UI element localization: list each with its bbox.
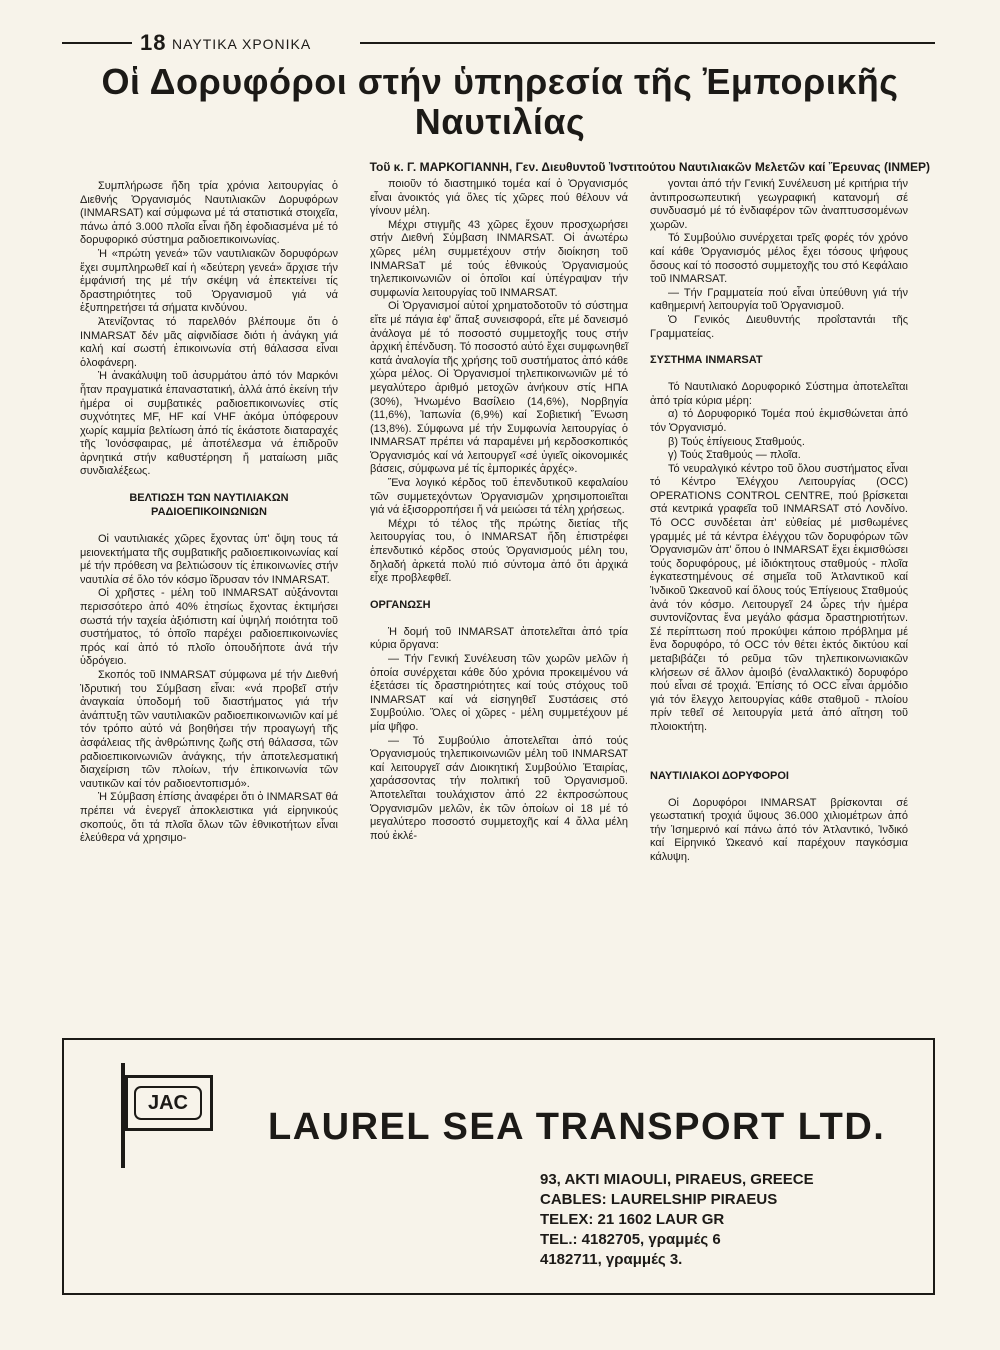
paragraph: Ὁ Γενικός Διευθυντής προΐσταντάι τῆς Γραμματείας. xyxy=(650,313,908,340)
section-heading: ΟΡΓΑΝΩΣΗ xyxy=(370,598,431,611)
article-title-line-2: Ναυτιλίας xyxy=(414,101,586,142)
advertiser-contact-block xyxy=(540,1170,814,1270)
advertiser-telex: TELEX: 21 1602 LAUR GR xyxy=(540,1211,725,1228)
section-heading: ΒΕΛΤΙΩΣΗ ΤΩΝ ΝΑΥΤΙΛΙΑΚΩΝ ΡΑΔΙΟΕΠΙΚΟΙΝΩΝΙΩΝ xyxy=(129,492,289,519)
paragraph: Μέχρι τό τέλος τῆς πρώτης διετίας τῆς λειτουργίας του, ὁ INMARSAT ἤδη ἐπιστρέφει ἐπενδυτικό κέρδος στούς Ὀργανισμούς μέλη του, δηλαδή ἀρκετά πολύ πιό σύντομα ἀπό ὅτι ἀρχικά εἶχε προβλεφθεῖ. xyxy=(370,517,628,585)
paragraph: β) Τούς ἐπίγειους Σταθμούς. xyxy=(668,435,805,448)
paragraph: — Τήν Γραμματεία πού εἶναι ὑπεύθυνη γιά τήν καθημερινή λειτουργία τοῦ Ὀργανισμοῦ. xyxy=(650,286,908,313)
company-flag-logo xyxy=(125,1075,213,1131)
paragraph: α) τό Δορυφορικό Τομέα πού ἐκμισθώνεται ἀπό τόν Ὀργανισμό. xyxy=(650,408,908,434)
paragraph: — Τήν Γενική Συνέλευση τῶν χωρῶν μελῶν ἡ ὁποία συνέρχεται κάθε δύο χρόνια προκειμένου νά ἐξετάσει τίς δραστηριότητες καί τούς στόχους τοῦ INMARSAT καί νά εἰσηγηθεῖ Συστάσεις στό Συμβούλιο. Ὅλες οἱ χῶρες - μέλη συμμετέχουν μέ μία ψῆφο. xyxy=(370,653,628,733)
paragraph: γονται ἀπό τήν Γενική Συνέλευση μέ κριτήρια τήν ἀντιπροσωπευτική γεωγραφική κατανομή σέ συνδυασμό μέ τό ἐνδιαφέρον τῶν ἀναπτυσσομένων χωρῶν. xyxy=(650,178,908,231)
article-column-3 xyxy=(650,178,908,865)
paragraph: Οἱ Ὀργανισμοί αὐτοί χρηματοδοτοῦν τό σύστημα εἴτε μέ πάγια ἐφ' ἅπαξ συνεισφορά, εἴτε μέ δανεισμό ἀνάλογα μέ τό ποσοστό συμμετοχῆς τους στήν ἀρχική ἐπένδυση. Τό ποσοστό αὐτό ἔχει συμφωνηθεῖ κατά ἀναλογία τῆς χρήσης τοῦ συστήματος ἀπό κάθε χώρα μέλος. Οἱ Ὀργανισμοί τηλεπικοινωνιῶν μέ τό μεγαλύτερο ἀριθμό μετοχῶν ἀνήκουν στίς ΗΠΑ (30%), Ἡνωμένο Βασίλειο (14,6%), Νορβηγία (11,6%), Ἰαπωνία (6,9%) καί Σοβιετική Ἕνωση (13,8%). Σύμφωνα μέ τήν Συμφωνία λειτουργίας ὁ INMARSAT πρέπει νά παραμένει μή κερδοσκοπικός Ὀργανισμός καί νά λειτουργεῖ «σέ ὑγιεῖς οἰκονομικές βάσεις, σύμφωνα μέ τίς ἐμπορικές ἀρχές». xyxy=(370,300,628,476)
paragraph: Οἱ χρῆστες - μέλη τοῦ INMARSAT αὐξάνονται περισσότερο ἀπό 40% ἐτησίως ἔχοντας ἐκτιμήσει σωστά τήν ταχεία ἀξιόπιστη καί ὑψηλή ποιότητα τοῦ συστήματος, τό ὁποῖο παρέχει ραδιοεπικοινωνίες πρός καί ἀπό τό πλοῖο ὁπουδήποτε ἀνά τήν ὑδρόγειο. xyxy=(80,587,338,668)
page-number: 18 xyxy=(140,30,167,55)
advertiser-telephone-2: 4182711, γραμμές 3. xyxy=(540,1251,683,1268)
paragraph: Ἡ «πρώτη γενεά» τῶν ναυτιλιακῶν δορυφόρων ἔχει συμπληρωθεῖ καί ἡ «δεύτερη γενεά» ἄρχισε τήν ἐμφάνισή της μέ τήν σκέψη νά ἐπεκτείνει τίς δραστηριότητες τοῦ Ὀργανισμοῦ γιά νά ἐξυπηρετήσει τά σήματα κινδύνου. xyxy=(80,247,338,315)
paragraph: Ἀτενίζοντας τό παρελθόν βλέπουμε ὅτι ὁ INMARSAT δέν μᾶς αἰφνιδίασε διότι ἡ ἀνάγκη γιά καλή καί σωστή ἐπικοινωνία στή θάλασσα εἶναι ὁλοφάνερη. xyxy=(80,315,338,369)
article-title-line-1: Οἱ Δορυφόροι στήν ὑπηρεσία τῆς Ἐμπορικῆς xyxy=(101,61,899,102)
article-title xyxy=(60,62,940,142)
article-column-2 xyxy=(370,178,628,843)
header-rule-right xyxy=(360,42,935,44)
paragraph: Οἱ ναυτιλιακές χῶρες ἔχοντας ὑπ' ὄψη τους τά μειονεκτήματα τῆς συμβατικῆς ραδιοεπικοινωνίας καί μέ τήν πρόθεση να βελτιώσουν τίς ἐπικοινωνίες στήν ναυτιλία σέ ὅλο τόν κόσμο ἵδρυσαν τόν INMARSAT. xyxy=(80,533,338,586)
advertiser-address: 93, AKTI MIAOULI, PIRAEUS, GREECE xyxy=(540,1171,814,1188)
paragraph: Τό Ναυτιλιακό Δορυφορικό Σύστημα ἀποτελεῖται ἀπό τρία κύρια μέρη: xyxy=(650,381,908,407)
header-rule-left xyxy=(62,42,132,44)
paragraph: ποιοῦν τό διαστημικό τομέα καί ὁ Ὀργανισμός εἶναι ἀνοικτός γιά ὅλες τίς χῶρες πού θέλουν νά γίνουν μέλη. xyxy=(370,178,628,218)
paragraph: Ἕνα λογικό κέρδος τοῦ ἐπενδυτικοῦ κεφαλαίου τῶν συμμετεχόντων Ὀργανισμῶν χρησιμοποιεῖται γιά νά ἐξισορροπήσει ἤ νά μειώσει τά τέλη χρήσεως. xyxy=(370,477,628,517)
article-byline: Τοῦ κ. Γ. ΜΑΡΚΟΓΙΑΝΝΗ, Γεν. Διευθυντοῦ Ἰνστιτούτου Ναυτιλιακῶν Μελετῶν καί Ἔρευνας (INMEP) xyxy=(369,160,930,174)
section-heading: ΣΥΣΤΗΜΑ INMARSAT xyxy=(650,354,763,367)
publication-name: ΝΑΥΤΙΚΑ ΧΡΟΝΙΚΑ xyxy=(172,36,312,52)
advertiser-telephone-1: TEL.: 4182705, γραμμές 6 xyxy=(540,1231,721,1248)
paragraph: — Τό Συμβούλιο ἀποτελεῖται ἀπό τούς Ὀργανισμούς τηλεπικοινωνιῶν μέλη τοῦ INMARSAT καί λειτουργεῖ σάν Διοικητική Συμβούλιο Ἐταιρίας, χαράσσοντας τήν πολιτική τοῦ Ὀργανισμοῦ. Ἀποτελεῖται τουλάχιστον ἀπό 22 ἐκπροσώπους Ὀργανισμῶν μελῶν, ἐκ τῶν ὁποίων οἱ 18 μέ τό μεγαλύτερο ποσοστό συμμετοχῆς καί 4 ἄλλα μέλη πού ἐκλέ- xyxy=(370,734,628,842)
paragraph: Ἡ ἀνακάλυψη τοῦ ἀσυρμάτου ἀπό τόν Μαρκόνι ἦταν πραγματικά ἐπαναστατική, ἀλλά ἀπό ἐκείνη τήν ἡμέρα οἱ συμβατικές ραδιοεπικοινωνίες στίς συχνότητες MF, HF καί VHF ἀκόμα ὑπόφερουν χωρίς καμμία βελτίωση ἀπό τίς ἑκάστοτε διαταραχές τῆς Ἰονόσφαιρας, μέ ἀποτέλεσμα νά ἐπιδροῦν ἀρνητικά στήν καθυστέρηση ἤ ματαίωση μιᾶς συνδιαλέξεως. xyxy=(80,370,338,478)
flag-logo-text: JAC xyxy=(134,1086,202,1120)
section-heading: ΝΑΥΤΙΛΙΑΚΟΙ ΔΟΡΥΦΟΡΟΙ xyxy=(650,769,789,782)
advertiser-cables: CABLES: LAURELSHIP PIRAEUS xyxy=(540,1191,778,1208)
paragraph: Σκοπός τοῦ INMARSAT σύμφωνα μέ τήν Διεθνή Ἱδρυτική του Σύμβαση εἶναι: «νά προβεῖ στήν ἀναγκαία ὑποδομή τοῦ διαστήματος γιά τήν ἀνάπτυξη τῶν ναυτιλιακῶν ραδιοεπικοινωνιῶν καί μέ τόν τρόπο αὐτό νά βοηθήσει τήν προαγωγή τῆς ἀσφάλειας τῆς ἀνθρώπινης ζωῆς στή θάλασσα, τῶν ραδιοεπικοινωνιῶν ἀνάγκης, τήν ἀποτελεσματική διαχείριση τῶν πλοίων, τήν ἐπικοινωνία τῶν ναυτικῶν καί τόν ραδιοεντοπισμό». xyxy=(80,669,338,790)
paragraph: Τό νευραλγικό κέντρο τοῦ ὅλου συστήματος εἶναι τό Κέντρο Ἐλέγχου Λειτουργίας (OCC) OPERATIONS CONTROL CENTRE, πού βρίσκεται στά κεντρικά γραφεῖα τοῦ INMARSAT στό Λονδίνο. Τό OCC συνδέεται ἀπ' εὐθείας μέ μισθωμένες γραμμές μέ τά κέντρα ἐλέγχου τῶν δορυφόρων τῶν Ὀργανισμῶν ἀπ' ὅπου ὁ INMARSAT ἔχει ἐκμισθώσει τούς δορυφόρους, μέ ἰδιόκτητους σταθμούς - πλοῖα ἐγκατεστημένους σέ σημεῖα τοῦ Ἀτλαντικοῦ καί Ἰνδικοῦ Ὠκεανοῦ καί ὅλους τούς Ἐπίγειους Σταθμούς ἀνά τόν κόσμο. Λειτουργεῖ 24 ὧρες τήν ἡμέρα συντονίζοντας ἕνα μεγάλο φάσμα δραστηριοτήτων. Σέ περίπτωση πού προκύψει κάποιο πρόβλημα μέ ἕνα δορυφόρο, τό OCC τόν θέτει ἐκτός δικτύου καί μεταβιβάζει τό ρεῦμα τῶν τηλεπικοινωνιακῶν κλήσεων σέ ἄλλον ἀμοιβό (ἐναλλακτικό) δορυφόρο πού εἶναι σέ τροχιά. Ἐπίσης τό OCC εἶναι ἁρμόδιο γιά τόν ἔλεγχο λειτουργίας κάθε σταθμοῦ - πλοίου πρίν τεθεῖ σέ λειτουργία μετά ἀπό αἴτηση τοῦ πλοιοκτήτη. xyxy=(650,462,908,733)
paragraph: Ἡ δομή τοῦ INMARSAT ἀποτελεῖται ἀπό τρία κύρια ὄργανα: xyxy=(370,625,628,652)
paragraph: γ) Τούς Σταθμούς — πλοῖα. xyxy=(668,449,801,462)
paragraph: Οἱ Δορυφόροι INMARSAT βρίσκονται σέ γεωστατική τροχιά ὕψους 36.000 χιλιομέτρων ἀπό τήν Ἰσημερινό καί πάνω ἀπό τόν Ἀτλαντικό, Ἰνδικό καί Εἰρηνικό Ὠκεανό καί παρέχουν παγκόσμια κάλυψη. xyxy=(650,796,908,863)
paragraph: Συμπλήρωσε ἤδη τρία χρόνια λειτουργίας ὁ Διεθνής Ὀργανισμός Ναυτιλιακῶν Δορυφόρων (INMARSAT) καί σύμφωνα μέ τά στατιστικά στοιχεῖα, πάνω ἀπό 3.000 πλοῖα εἶναι ἤδη ἐφοδιασμένα μέ τό δορυφορικό σύστημα ραδιοεπικοινωνίας. xyxy=(80,180,338,247)
advertiser-name: LAUREL SEA TRANSPORT LTD. xyxy=(268,1106,886,1148)
paragraph: Μέχρι στιγμῆς 43 χῶρες ἔχουν προσχωρήσει στήν Διεθνή Σύμβαση INMARSAT. Οἱ ἀνωτέρω χῶρες μέλη συμμετέχουν στήν διοίκηση τοῦ INMARSaT μέ τούς ἐθνικούς Ὀργανισμούς τηλεπικοινωνιῶν οἱ ὁποῖοι καί ὑπέγραψαν τήν συμφωνία λειτουργίας τοῦ INMARSAT. xyxy=(370,218,628,299)
spacer xyxy=(650,735,908,757)
paragraph: Τό Συμβούλιο συνέρχεται τρεῖς φορές τόν χρόνο καί κάθε Ὀργανισμός μέλος ἔχει τόσους ψήφους ὅσους καί τό ποσοστό συμμετοχῆς του στό Κεφάλαιο τοῦ INMARSAT. xyxy=(650,232,908,286)
article-column-1 xyxy=(80,180,338,846)
paragraph: Ἡ Σύμβαση ἐπίσης ἀναφέρει ὅτι ὁ INMARSAT θά πρέπει νά ἐνεργεῖ ἀποκλειστικα γιά εἰρηνικούς σκοπούς, ὅτι τά πλοῖα ὅλων τῶν ἐθνικοτήτων εἶναι ἐλεύθερα νά χρησιμο- xyxy=(80,791,338,845)
